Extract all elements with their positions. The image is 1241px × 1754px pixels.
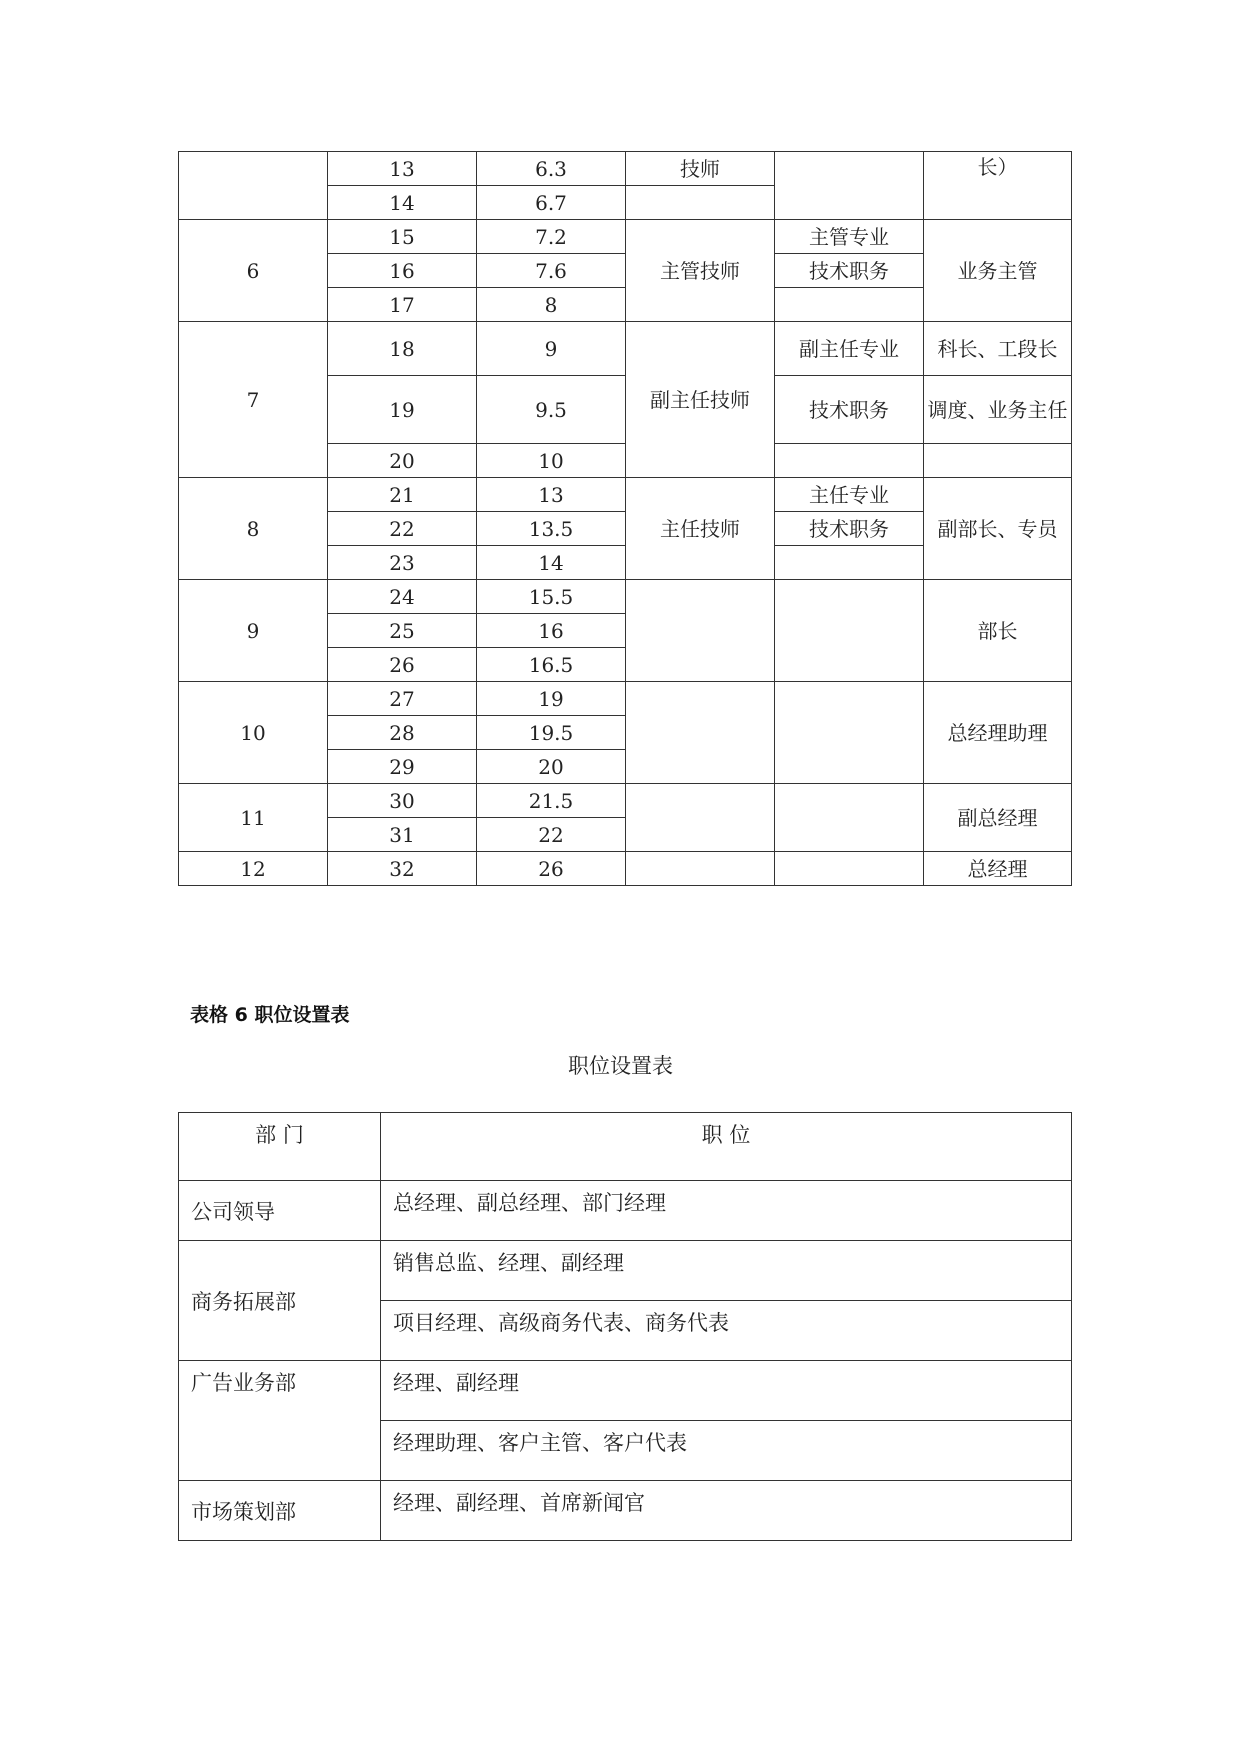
table-cell: 26 [477, 852, 626, 886]
table-cell: 28 [328, 716, 477, 750]
table-cell: 15.5 [477, 580, 626, 614]
dept-cell: 市场策划部 [179, 1481, 381, 1541]
table-cell: 13 [477, 478, 626, 512]
table-cell: 9.5 [477, 376, 626, 444]
table-cell: 总经理 [924, 852, 1072, 886]
table-cell: 副部长、专员 [924, 478, 1072, 580]
table-cell [775, 682, 924, 784]
table-cell [775, 152, 924, 220]
table-cell [775, 852, 924, 886]
table-cell: 8 [477, 288, 626, 322]
table-cell [775, 288, 924, 322]
table-cell [775, 784, 924, 852]
table-row [179, 580, 1072, 614]
table-cell: 14 [477, 546, 626, 580]
table-header-row [179, 1113, 1072, 1181]
table-row [179, 682, 1072, 716]
header-dept: 部 门 [179, 1113, 381, 1181]
table-cell: 12 [179, 852, 328, 886]
table-cell: 6.7 [477, 186, 626, 220]
table-cell: 32 [328, 852, 477, 886]
table-row [179, 1481, 1072, 1541]
table-caption: 表格 6 职位设置表 [190, 1004, 350, 1026]
table-cell: 21.5 [477, 784, 626, 818]
table-cell: 13 [328, 152, 477, 186]
table-cell [626, 682, 775, 784]
table-row [179, 478, 1072, 512]
table-cell: 部长 [924, 580, 1072, 682]
table-row [179, 1181, 1072, 1241]
table-cell: 20 [477, 750, 626, 784]
table-cell: 31 [328, 818, 477, 852]
table-cell: 24 [328, 580, 477, 614]
table-cell: 科长、工段长 [924, 322, 1072, 376]
table-cell: 26 [328, 648, 477, 682]
table-cell: 技术职务 [775, 376, 924, 444]
table-cell: 20 [328, 444, 477, 478]
table-cell [775, 580, 924, 682]
table-cell: 30 [328, 784, 477, 818]
table-cell: 副总经理 [924, 784, 1072, 852]
table-cell: 17 [328, 288, 477, 322]
table-cell: 14 [328, 186, 477, 220]
table-cell: 总经理助理 [924, 682, 1072, 784]
dept-cell: 广告业务部 [179, 1361, 381, 1481]
table-cell: 21 [328, 478, 477, 512]
table-title: 职位设置表 [568, 1054, 673, 1078]
table-row [179, 322, 1072, 376]
table-cell: 27 [328, 682, 477, 716]
table-cell: 长） [924, 152, 1072, 220]
table-cell: 主管技师 [626, 220, 775, 322]
table-cell: 技术职务 [775, 254, 924, 288]
table-cell: 10 [477, 444, 626, 478]
table-cell: 技术职务 [775, 512, 924, 546]
table-cell: 主管专业 [775, 220, 924, 254]
table-row [179, 784, 1072, 818]
table-cell: 7.6 [477, 254, 626, 288]
table-cell: 7 [179, 322, 328, 478]
table-row [179, 1241, 1072, 1301]
table-cell [626, 580, 775, 682]
table-cell: 25 [328, 614, 477, 648]
table-cell: 主任技师 [626, 478, 775, 580]
table-cell: 22 [477, 818, 626, 852]
table-cell: 16 [477, 614, 626, 648]
table-cell: 主任专业 [775, 478, 924, 512]
dept-cell: 商务拓展部 [179, 1241, 381, 1361]
position-cell: 经理、副经理、首席新闻官 [381, 1481, 1072, 1541]
table-cell: 9 [477, 322, 626, 376]
table-cell [924, 444, 1072, 478]
table-cell: 18 [328, 322, 477, 376]
table-cell: 10 [179, 682, 328, 784]
position-cell: 总经理、副总经理、部门经理 [381, 1181, 1072, 1241]
table-cell: 13.5 [477, 512, 626, 546]
table-cell: 7.2 [477, 220, 626, 254]
table-cell: 23 [328, 546, 477, 580]
grade-table [178, 151, 1072, 886]
table-cell [626, 186, 775, 220]
table-cell: 22 [328, 512, 477, 546]
position-table [178, 1112, 1072, 1541]
header-position: 职 位 [381, 1113, 1072, 1181]
table-cell: 调度、业务主任 [924, 376, 1072, 444]
table-cell [179, 152, 328, 220]
table-cell: 6 [179, 220, 328, 322]
table-cell: 技师 [626, 152, 775, 186]
table-cell: 19 [328, 376, 477, 444]
table-cell: 8 [179, 478, 328, 580]
table-cell [626, 784, 775, 852]
table-cell [775, 546, 924, 580]
table-row [179, 852, 1072, 886]
table-cell: 29 [328, 750, 477, 784]
table-row [179, 1361, 1072, 1421]
table-cell: 副主任专业 [775, 322, 924, 376]
table-cell: 11 [179, 784, 328, 852]
table-cell: 19 [477, 682, 626, 716]
table-cell: 6.3 [477, 152, 626, 186]
table-cell [775, 444, 924, 478]
table-cell: 业务主管 [924, 220, 1072, 322]
table-cell: 9 [179, 580, 328, 682]
table-cell: 副主任技师 [626, 322, 775, 478]
position-cell: 经理助理、客户主管、客户代表 [381, 1421, 1072, 1481]
dept-cell: 公司领导 [179, 1181, 381, 1241]
table-cell: 16.5 [477, 648, 626, 682]
position-cell: 项目经理、高级商务代表、商务代表 [381, 1301, 1072, 1361]
table-row [179, 152, 1072, 186]
table-cell: 16 [328, 254, 477, 288]
table-cell: 19.5 [477, 716, 626, 750]
position-cell: 销售总监、经理、副经理 [381, 1241, 1072, 1301]
table-row [179, 220, 1072, 254]
position-cell: 经理、副经理 [381, 1361, 1072, 1421]
table-cell: 15 [328, 220, 477, 254]
table-cell [626, 852, 775, 886]
